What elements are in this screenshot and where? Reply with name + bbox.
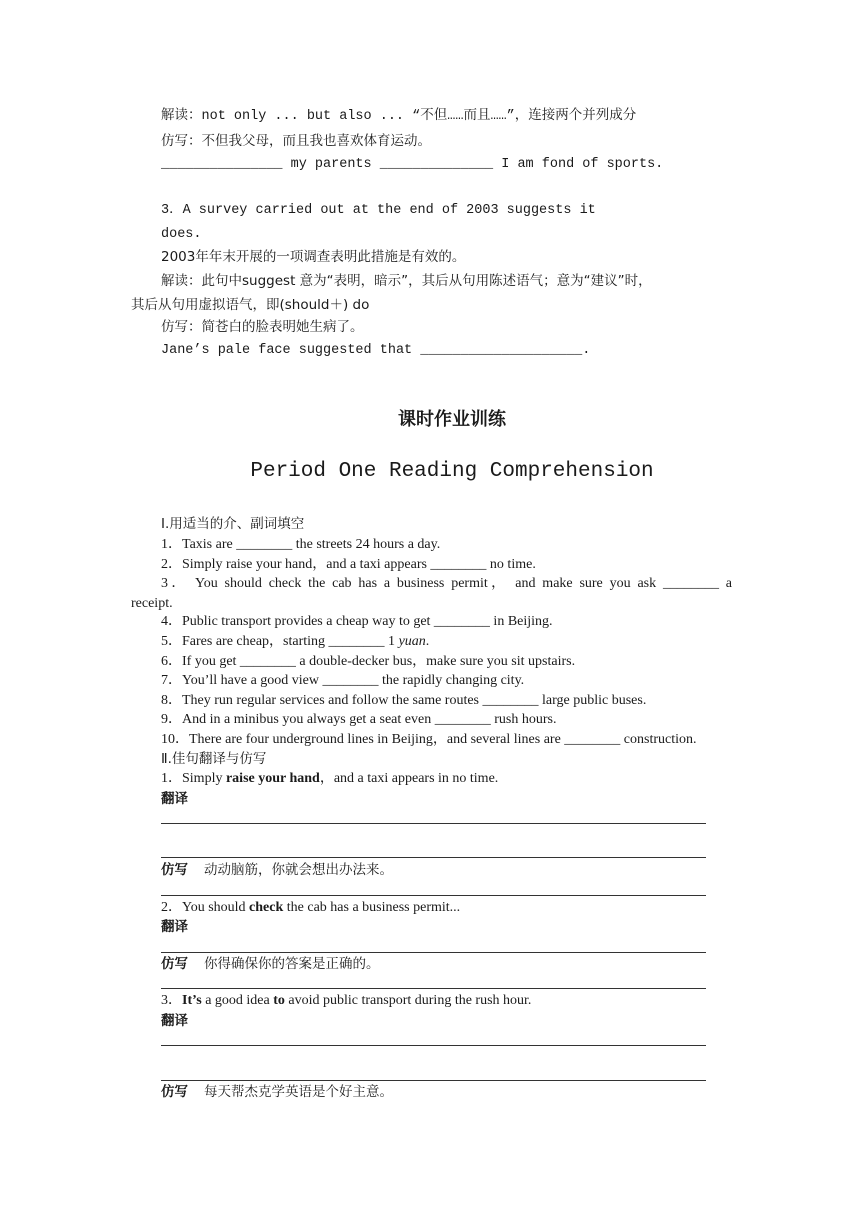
imitate-label: 仿写 — [161, 862, 188, 878]
imitate-prompt: 动动脑筋，你就会想出办法来。 — [204, 862, 393, 878]
translate-label: 翻译 — [161, 791, 188, 807]
exercise-item-text: 5．Fares are cheap，starting ________ 1 — [161, 634, 399, 649]
item3-sentence-cont: does. — [161, 227, 202, 242]
exercise-item: 6．If you get ________ a double-decker bus，make sure you sit upstairs. — [161, 654, 576, 669]
exercise-item: 7．You’ll have a good view ________ the rapidly changing city. — [161, 673, 525, 688]
section-heading-cn: 课时作业训练 — [398, 409, 506, 430]
sentence-text: ，and a taxi appears in no time. — [319, 771, 499, 786]
item3-analysis: 解读：此句中suggest 意为“表明，暗示”，其后从句用陈述语气；意为“建议”时， — [161, 273, 652, 289]
imitate-row — [161, 1083, 393, 1102]
exercise-item-italic: yuan — [398, 634, 426, 649]
exercise-item — [161, 633, 429, 651]
section-heading-en: Period One Reading Comprehension — [250, 460, 654, 483]
answer-line — [161, 1080, 706, 1081]
answer-line — [161, 895, 706, 896]
imitate-prompt: 每天帮杰克学英语是个好主意。 — [204, 1084, 393, 1100]
imitate-row — [161, 955, 380, 974]
exercise-item-period: . — [425, 634, 430, 649]
sentence-text: 1．Simply — [161, 771, 226, 786]
imitation-prompt: 仿写：不但我父母，而且我也喜欢体育运动。 — [161, 133, 431, 149]
sentence-3 — [161, 992, 531, 1010]
exercise-item: 3． You should check the cab has a business permit， and make sure you ask ________ a — [161, 576, 732, 591]
sentence-key-phrase: It’s — [182, 993, 202, 1008]
sentence-text: avoid public transport during the rush hour. — [284, 993, 532, 1008]
exercise-item: 9．And in a minibus you always get a seat even ________ rush hours. — [161, 712, 557, 727]
part1-title: Ⅰ.用适当的介、副词填空 — [161, 516, 305, 532]
sentence-text: a good idea — [201, 993, 274, 1008]
item3-sentence: 3．A survey carried out at the end of 2003 suggests it — [161, 203, 596, 218]
answer-line — [161, 823, 706, 824]
exercise-item: 10．There are four underground lines in Beijing，and several lines are ________ construction. — [161, 732, 697, 747]
item3-translation: 2003年年末开展的一项调查表明此措施是有效的。 — [161, 249, 466, 265]
sentence-text: 3． — [161, 993, 182, 1008]
exercise-item: 1．Taxis are ________ the streets 24 hours a day. — [161, 537, 441, 552]
sentence-key-phrase: raise your hand — [225, 771, 320, 786]
translate-label: 翻译 — [161, 919, 188, 935]
answer-line — [161, 1045, 706, 1046]
answer-line — [161, 857, 706, 858]
sentence-key-phrase: to — [273, 993, 285, 1008]
answer-line — [161, 988, 706, 989]
part2-title: Ⅱ.佳句翻译与仿写 — [161, 751, 267, 767]
imitate-row — [161, 861, 393, 880]
sentence-key-phrase: check — [249, 900, 284, 915]
sentence-text: 2．You should — [161, 900, 250, 915]
imitate-prompt: 你得确保你的答案是正确的。 — [204, 956, 380, 972]
imitate-label: 仿写 — [161, 1084, 188, 1100]
exercise-item: 4．Public transport provides a cheap way to get ________ in Beijing. — [161, 614, 553, 629]
analysis-line: 解读：not only ... but also ... “不但……而且……”，连接两个并列成分 — [161, 109, 637, 124]
imitation-blank-line: _______________ my parents ______________ I am fond of sports. — [161, 157, 664, 172]
sentence-1 — [161, 770, 498, 788]
exercise-item: 2．Simply raise your hand，and a taxi appears ________ no time. — [161, 557, 536, 572]
translate-label: 翻译 — [161, 1013, 188, 1029]
exercise-item-cont: receipt. — [131, 596, 173, 611]
item3-analysis-cont: 其后从句用虚拟语气，即(should＋) do — [131, 297, 370, 313]
sentence-2 — [161, 899, 460, 917]
answer-line — [161, 952, 706, 953]
item3-blank-line: Jane’s pale face suggested that ____________________. — [161, 343, 591, 358]
exercise-item: 8．They run regular services and follow the same routes ________ large public buses. — [161, 693, 647, 708]
sentence-text: the cab has a business permit... — [283, 900, 461, 915]
item3-imitation-prompt: 仿写：简苍白的脸表明她生病了。 — [161, 319, 364, 335]
imitate-label: 仿写 — [161, 956, 188, 972]
